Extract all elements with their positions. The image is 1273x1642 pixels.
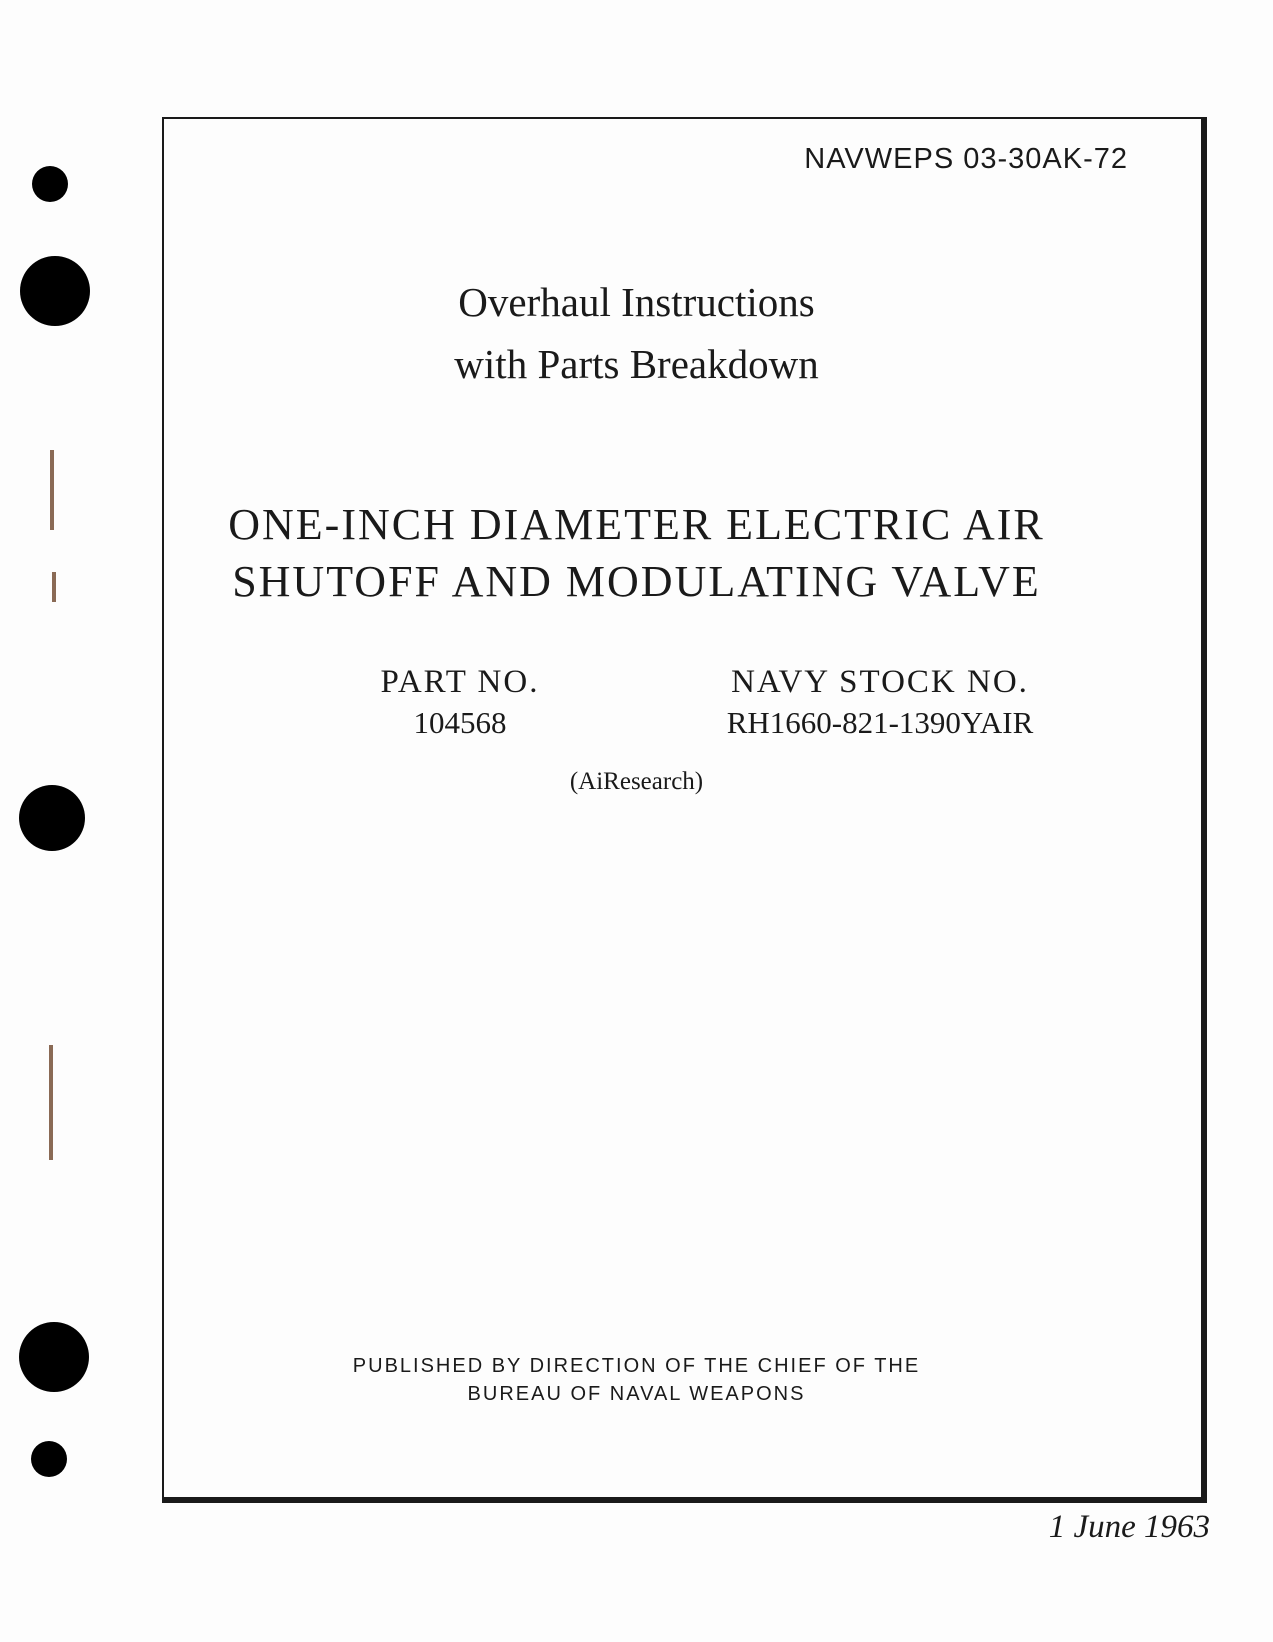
staple-mark	[49, 1045, 53, 1160]
publisher-statement	[0, 1352, 1273, 1408]
document-number: NAVWEPS 03-30AK-72	[804, 143, 1128, 175]
subtitle-line-2: with Parts Breakdown	[454, 341, 819, 387]
publisher-line-1: PUBLISHED BY DIRECTION OF THE CHIEF OF THE	[352, 1355, 921, 1377]
binder-hole-5	[31, 1441, 67, 1477]
publisher-line-2: BUREAU OF NAVAL WEAPONS	[467, 1383, 806, 1405]
part-number-label: PART NO.	[380, 664, 540, 700]
part-number-value: 104568	[413, 705, 507, 740]
title-line-2: SHUTOFF AND MODULATING VALVE	[232, 557, 1041, 606]
stock-number-label: NAVY STOCK NO.	[731, 664, 1029, 700]
subtitle-line-1: Overhaul Instructions	[458, 279, 815, 325]
publication-date: 1 June 1963	[1048, 1509, 1210, 1545]
binder-hole-1	[32, 166, 68, 202]
title-line-1: ONE-INCH DIAMETER ELECTRIC AIR	[228, 500, 1045, 549]
stock-number-value: RH1660-821-1390YAIR	[726, 705, 1034, 740]
stock-number-block	[680, 664, 1080, 741]
manufacturer: (AiResearch)	[569, 768, 704, 795]
part-number-block	[330, 664, 590, 741]
